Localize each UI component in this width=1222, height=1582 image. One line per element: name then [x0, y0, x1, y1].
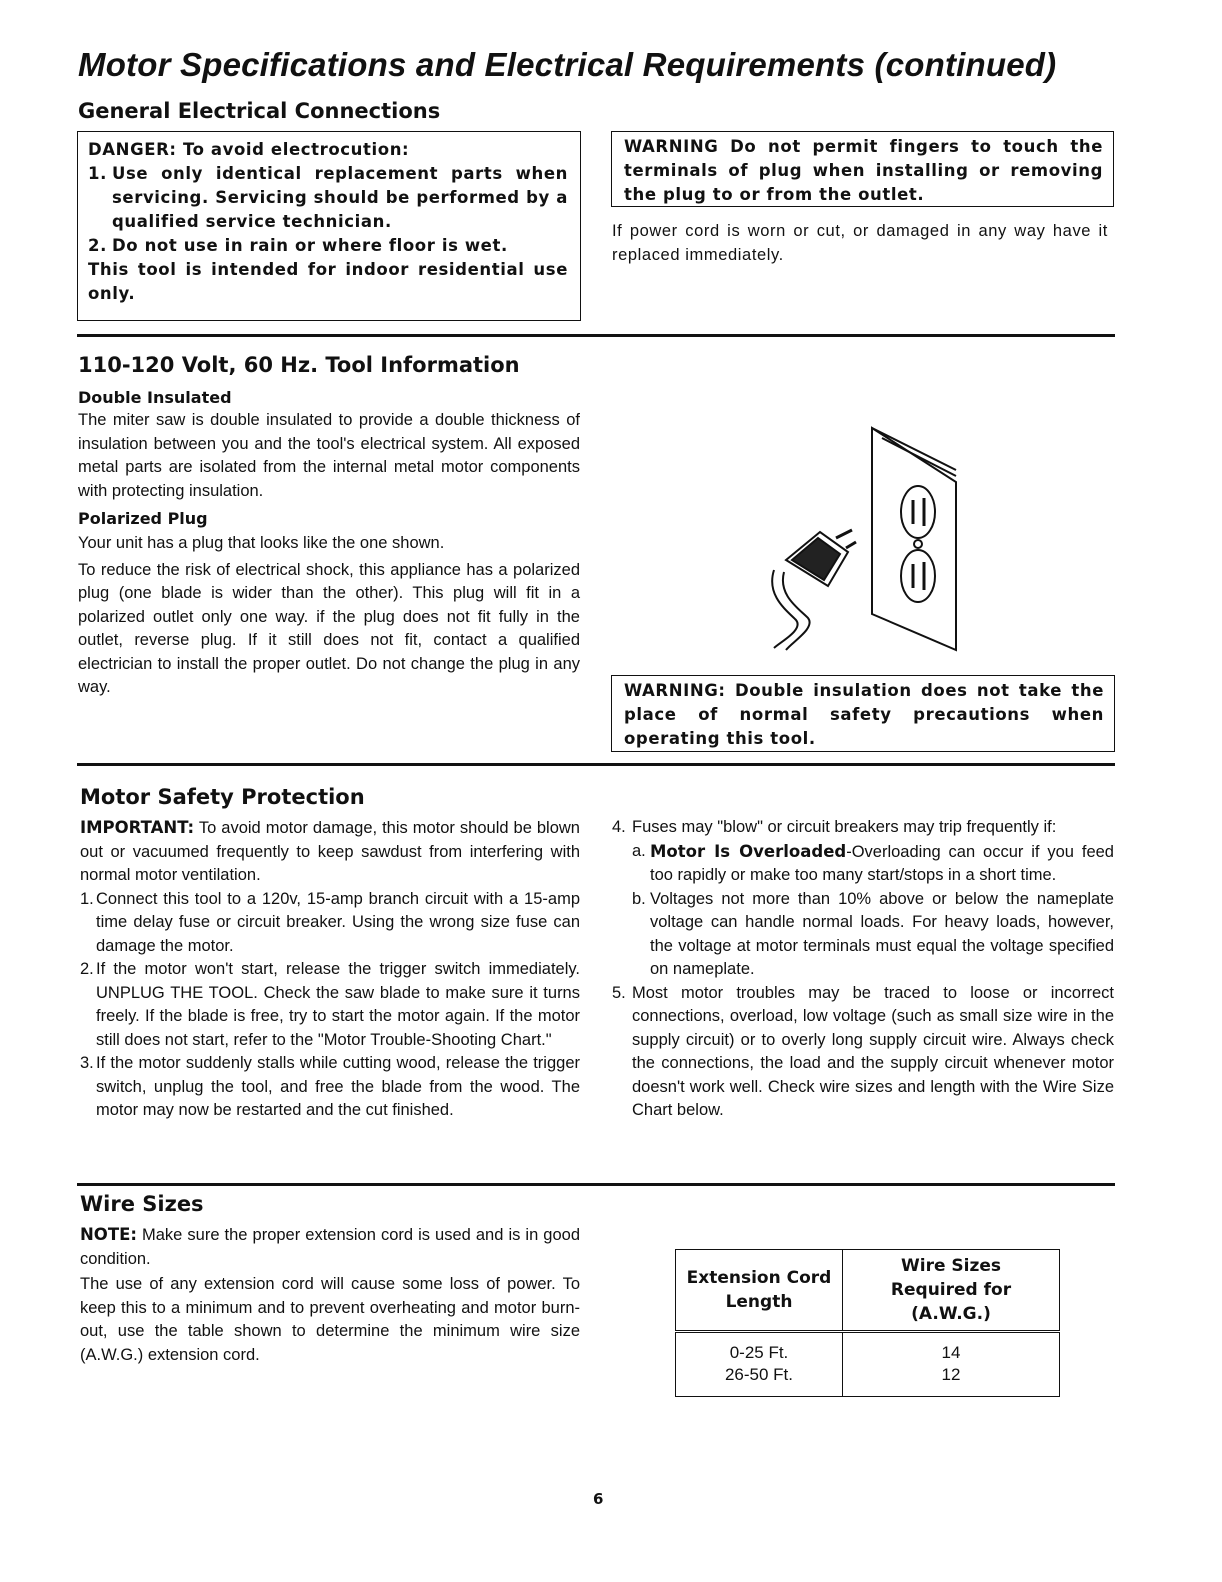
terminal-warning-text: WARNING Do not permit fingers to touch the terminals of plug when installing or removing the plug to or from the outlet. — [624, 137, 1103, 204]
page-title: Motor Specifications and Electrical Requirements (continued) — [78, 46, 1057, 83]
note-label: NOTE: — [80, 1225, 137, 1244]
motor-safety-item-3-text: If the motor suddenly stalls while cutting wood, release the trigger switch, unplug the tool, and free the blade from the wood. The motor may now be restarted and the cut finished. — [96, 1054, 580, 1119]
motor-safety-item-4b-text: Voltages not more than 10% above or below the nameplate voltage can handle normal loads. For heavy loads, however, the voltage at motor terminals must equal the voltage specified on nameplate. — [650, 889, 1114, 978]
danger-item-1-text: Use only identical replacement parts when servicing. Servicing should be performed by a qualified service technician. — [112, 164, 568, 231]
polarized-plug-text-1: Your unit has a plug that looks like the one shown. — [78, 534, 445, 552]
danger-intro: DANGER: To avoid electrocution: — [88, 140, 410, 159]
double-insulation-warning-text: WARNING: Double insulation does not take the place of normal safety precautions when operating this tool. — [624, 681, 1104, 748]
section-divider — [77, 334, 1115, 337]
danger-item-2-num: 2. — [88, 236, 107, 255]
motor-safety-item-4-text: Fuses may "blow" or circuit breakers may trip frequently if: — [632, 818, 1057, 836]
table-row — [676, 1364, 1060, 1396]
motor-safety-item-5 — [612, 982, 1114, 1123]
motor-safety-right-column — [612, 816, 1114, 1123]
section-divider — [77, 1183, 1115, 1186]
power-cord-note: If power cord is worn or cut, or damaged in any way have it replaced immediately. — [612, 222, 1108, 264]
danger-item-1 — [88, 162, 568, 234]
important-label: IMPORTANT: — [80, 818, 195, 837]
polarized-plug-illustration — [756, 420, 966, 660]
motor-safety-item-4b-num: b. — [632, 889, 646, 908]
wire-size-table — [675, 1249, 1060, 1397]
motor-safety-item-2-text: If the motor won't start, release the trigger switch immediately. UNPLUG THE TOOL. Check the saw blade to make sure it turns freely. If the blade is free, try to start the motor again. If the motor still does not start, refer to the "Motor Trouble-Shooting Chart." — [96, 960, 580, 1049]
note-text: Make sure the proper extension cord is used and is in good condition. — [80, 1226, 580, 1268]
motor-safety-item-3-num: 3. — [80, 1054, 94, 1072]
motor-safety-left-column — [80, 816, 580, 1123]
motor-safety-item-4 — [612, 816, 1114, 840]
wire-table-awg-cell: 12 — [843, 1364, 1060, 1396]
double-insulated-heading: Double Insulated — [78, 388, 232, 407]
polarized-plug-heading: Polarized Plug — [78, 509, 208, 528]
motor-safety-item-4a-num: a. — [632, 841, 646, 860]
wire-sizes-body — [80, 1223, 580, 1367]
polarized-plug-text-2: To reduce the risk of electrical shock, this appliance has a polarized plug (one blade is wider than the other). This plug will fit in a polarized outlet only one way. if the plug does not fit fully in the outlet, reverse plug. If it still does not fit, contact a qualified electrician to install the proper outlet. Do not change the plug in any way. — [78, 560, 580, 696]
double-insulation-warning-box — [611, 675, 1115, 752]
motor-overloaded-label: Motor Is Overloaded — [650, 841, 847, 861]
motor-safety-item-1-text: Connect this tool to a 120v, 15-amp branch circuit with a 15-amp time delay fuse or circuit breaker. Using the wrong size fuse can damage the motor. — [96, 889, 580, 955]
important-paragraph — [80, 816, 580, 888]
danger-note: This tool is intended for indoor residential use only. — [88, 260, 568, 303]
danger-item-1-num: 1. — [88, 164, 107, 183]
motor-safety-item-4-num: 4. — [612, 818, 626, 836]
terminal-warning-box — [611, 131, 1114, 207]
motor-safety-item-2 — [80, 958, 580, 1052]
wire-table-header-length: Extension Cord Length — [676, 1250, 843, 1332]
motor-safety-item-1 — [80, 888, 580, 959]
motor-safety-item-5-num: 5. — [612, 983, 626, 1002]
motor-safety-item-5-text: Most motor troubles may be traced to loose or incorrect connections, overload, low voltage (such as small size wire in the supply circuit) or to overly long supply circuit wire. Always check the connections, the load and the supply circuit whenever motor doesn't work well. Check wire sizes and length with the Wire Size Chart below. — [632, 983, 1114, 1119]
danger-item-2-text: Do not use in rain or where floor is wet. — [112, 236, 508, 255]
table-row — [676, 1332, 1060, 1365]
general-connections-heading: General Electrical Connections — [78, 99, 441, 123]
wire-sizes-text: The use of any extension cord will cause some loss of power. To keep this to a minimum and to prevent overheating and motor burn-out, use the table shown to determine the minimum wire size (A.W.G.) extension cord. — [80, 1275, 580, 1364]
motor-safety-item-4a — [612, 840, 1114, 888]
wire-table-length-cell: 26-50 Ft. — [676, 1364, 843, 1396]
wire-table-header-awg: Wire Sizes Required for (A.W.G.) — [843, 1250, 1060, 1332]
wire-note-paragraph — [80, 1223, 580, 1271]
wire-table-awg-cell: 14 — [843, 1332, 1060, 1365]
danger-box — [77, 131, 581, 321]
wire-sizes-heading: Wire Sizes — [80, 1192, 204, 1216]
motor-safety-item-3 — [80, 1052, 580, 1123]
motor-safety-item-2-num: 2. — [80, 960, 94, 978]
wire-table-length-cell: 0-25 Ft. — [676, 1332, 843, 1365]
page-number: 6 — [593, 1490, 604, 1508]
double-insulated-text: The miter saw is double insulated to provide a double thickness of insulation between you and the tool's electrical system. All exposed metal parts are isolated from the internal metal motor components with protecting insulation. — [78, 411, 580, 500]
section-divider — [77, 763, 1115, 766]
motor-safety-item-4a-text: -Overloading can occur if you feed too rapidly or make too many start/stops in a short time. — [650, 842, 1114, 884]
wire-table-header-row — [676, 1250, 1060, 1332]
important-text: To avoid motor damage, this motor should be blown out or vacuumed frequently to keep sawdust from interfering with normal motor ventilation. — [80, 819, 580, 884]
tool-info-heading: 110-120 Volt, 60 Hz. Tool Information — [78, 353, 520, 377]
motor-safety-item-1-num: 1. — [80, 889, 94, 908]
tool-info-body — [78, 388, 580, 700]
motor-safety-heading: Motor Safety Protection — [80, 785, 365, 809]
danger-item-2 — [88, 234, 568, 258]
motor-safety-item-4b — [612, 888, 1114, 982]
